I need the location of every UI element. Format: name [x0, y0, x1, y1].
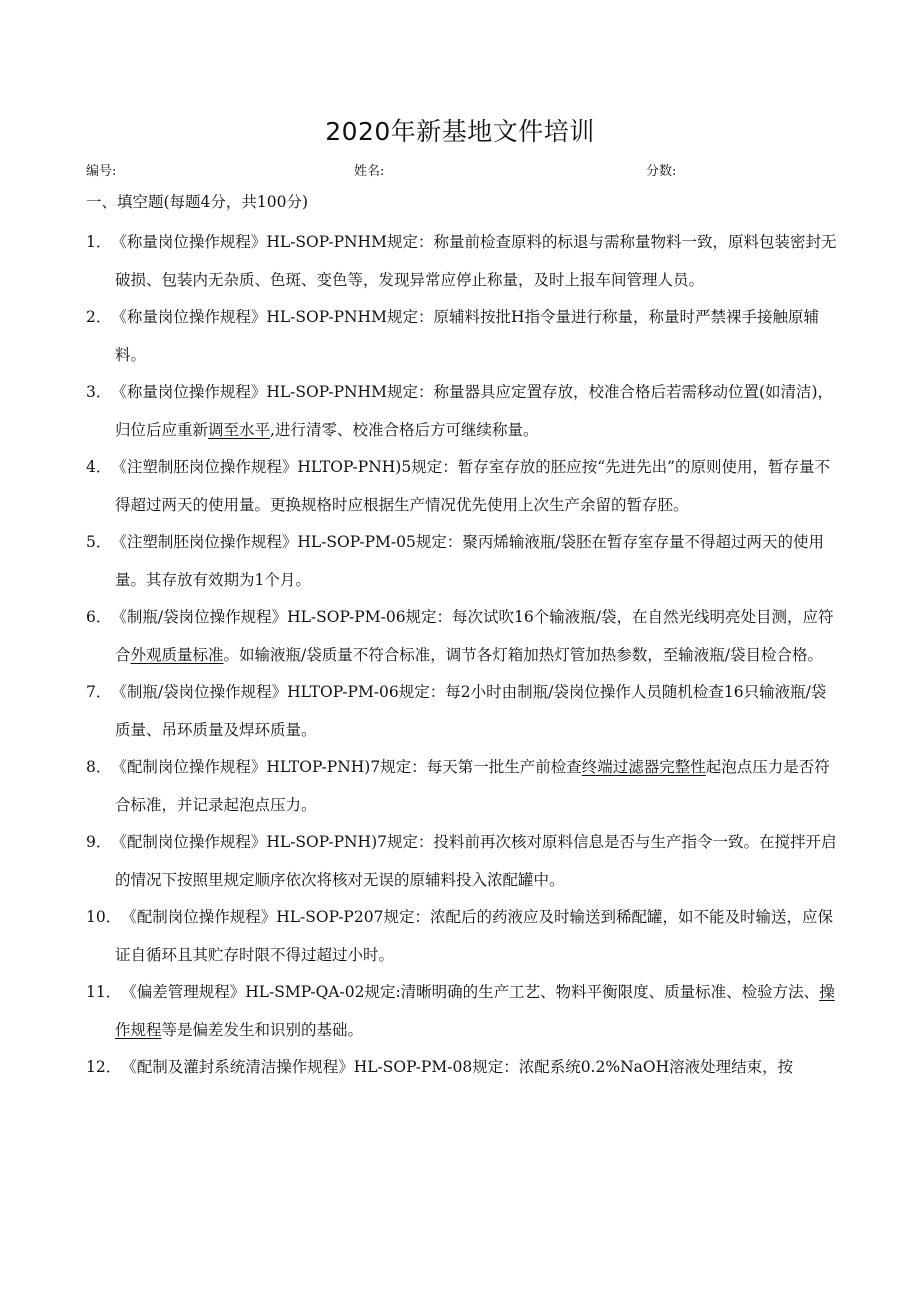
question-number: 10． — [86, 908, 122, 926]
question-text-tail: 起泡点压力是否符合标准，并记录起泡点压力。 — [115, 758, 830, 814]
question-item — [86, 524, 841, 599]
question-text: 《称量岗位操作规程》HL-SOP-PNHM规定：称量前检查原料的标退与需称量物料一致，原料包装密封无破损、包装内无杂质、色斑、变色等，发现异常应停止称量，及时上报车间管理人员。 — [111, 233, 837, 289]
question-text: 《称量岗位操作规程》HL-SOP-PNHM规定：原辅料按批H指令量进行称量，称量时严禁裸手接触原辅料。 — [111, 308, 819, 364]
question-item — [86, 749, 841, 824]
question-item — [86, 449, 841, 524]
question-item — [86, 974, 841, 1049]
question-item — [86, 374, 841, 449]
question-text: 《制瓶/袋岗位操作规程》HLTOP-PM-06规定：每2小时由制瓶/袋岗位操作人员随机检查16只输液瓶/袋质量、吊环质量及焊环质量。 — [111, 683, 827, 739]
answer-underlined: 终端过滤器完整性 — [581, 758, 706, 776]
question-number: 6． — [86, 608, 112, 626]
question-number: 9． — [86, 833, 112, 851]
question-item — [86, 824, 841, 899]
question-number: 3． — [86, 383, 112, 401]
answer-underlined: 调至水平 — [208, 420, 271, 439]
question-item — [86, 674, 841, 749]
number-field-label: 编号: — [86, 164, 117, 179]
question-text-tail: 等是偏差发生和识别的基础。 — [161, 1020, 364, 1039]
score-field-label: 分数: — [646, 164, 677, 179]
document-title: 2020年新基地文件培训 — [325, 117, 595, 146]
question-number: 4． — [86, 458, 112, 476]
question-text: 《配制岗位操作规程》HL-SOP-P207规定：浓配后的药液应及时输送到稀配罐，如不能及时输送，应保证自循环且其贮存时限不得过超过小时。 — [115, 908, 833, 964]
answer-underlined: 外观质量标准 — [130, 645, 224, 664]
question-item — [86, 899, 841, 974]
question-item — [86, 299, 841, 374]
question-number: 12． — [86, 1058, 122, 1076]
question-text-tail: ,进行清零、校准合格后方可继续称量。 — [270, 420, 539, 439]
question-text: 《配制岗位操作规程》HLTOP-PNH)7规定：每天第一批生产前检查 — [111, 758, 582, 776]
question-text: 《注塑制胚岗位操作规程》HLTOP-PNH)5规定：暂存室存放的胚应按“先进先出”的原则使用，暂存量不得超过两天的使用量。更换规格时应根据生产情况优先使用上次生产余留的暂存胚。 — [111, 458, 831, 514]
question-list — [86, 224, 841, 1087]
question-item — [86, 1049, 841, 1087]
question-item — [86, 224, 841, 299]
question-text-tail: 。如输液瓶/袋质量不符合标准，调节各灯箱加热灯管加热参数，至输液瓶/袋目检合格。 — [223, 645, 823, 664]
question-text: 《制瓶/袋岗位操作规程》HL-SOP-PM-06规定：每次试吹16个输液瓶/袋，在自然光线明亮处目测，应符合 — [111, 608, 834, 664]
question-number: 7． — [86, 683, 112, 701]
question-text: 《配制及灌封系统清洁操作规程》HL-SOP-PM-08规定：浓配系统0.2%NaOH溶液处理结束，按 — [121, 1058, 794, 1076]
question-number: 5． — [86, 533, 112, 551]
name-field-label: 姓名: — [354, 164, 385, 179]
question-text: 《注塑制胚岗位操作规程》HL-SOP-PM-05规定：聚丙烯输液瓶/袋胚在暂存室存量不得超过两天的使用量。其存放有效期为1个月。 — [111, 533, 825, 589]
question-number: 1． — [86, 233, 112, 251]
question-number: 2． — [86, 308, 112, 326]
question-text: 《偏差管理规程》HL-SMP-QA-02规定:清晰明确的生产工艺、物料平衡限度、质量标准、检验方法、 — [121, 983, 820, 1001]
question-number: 8． — [86, 758, 112, 776]
question-text: 《称量岗位操作规程》HL-SOP-PNHM规定：称量器具应定置存放，校准合格后若需移动位置(如清洁)，归位后应重新 — [111, 383, 834, 439]
section-heading: 一、填空题(每题4分，共100分) — [86, 193, 309, 211]
question-number: 11． — [86, 983, 122, 1001]
question-item — [86, 599, 841, 674]
question-text: 《配制岗位操作规程》HL-SOP-PNH)7规定：投料前再次核对原料信息是否与生产指令一致。在搅拌开启的情况下按照里规定顺序依次将核对无误的原辅料投入浓配罐中。 — [111, 833, 837, 889]
answer-underlined: 操作规程 — [115, 983, 835, 1039]
